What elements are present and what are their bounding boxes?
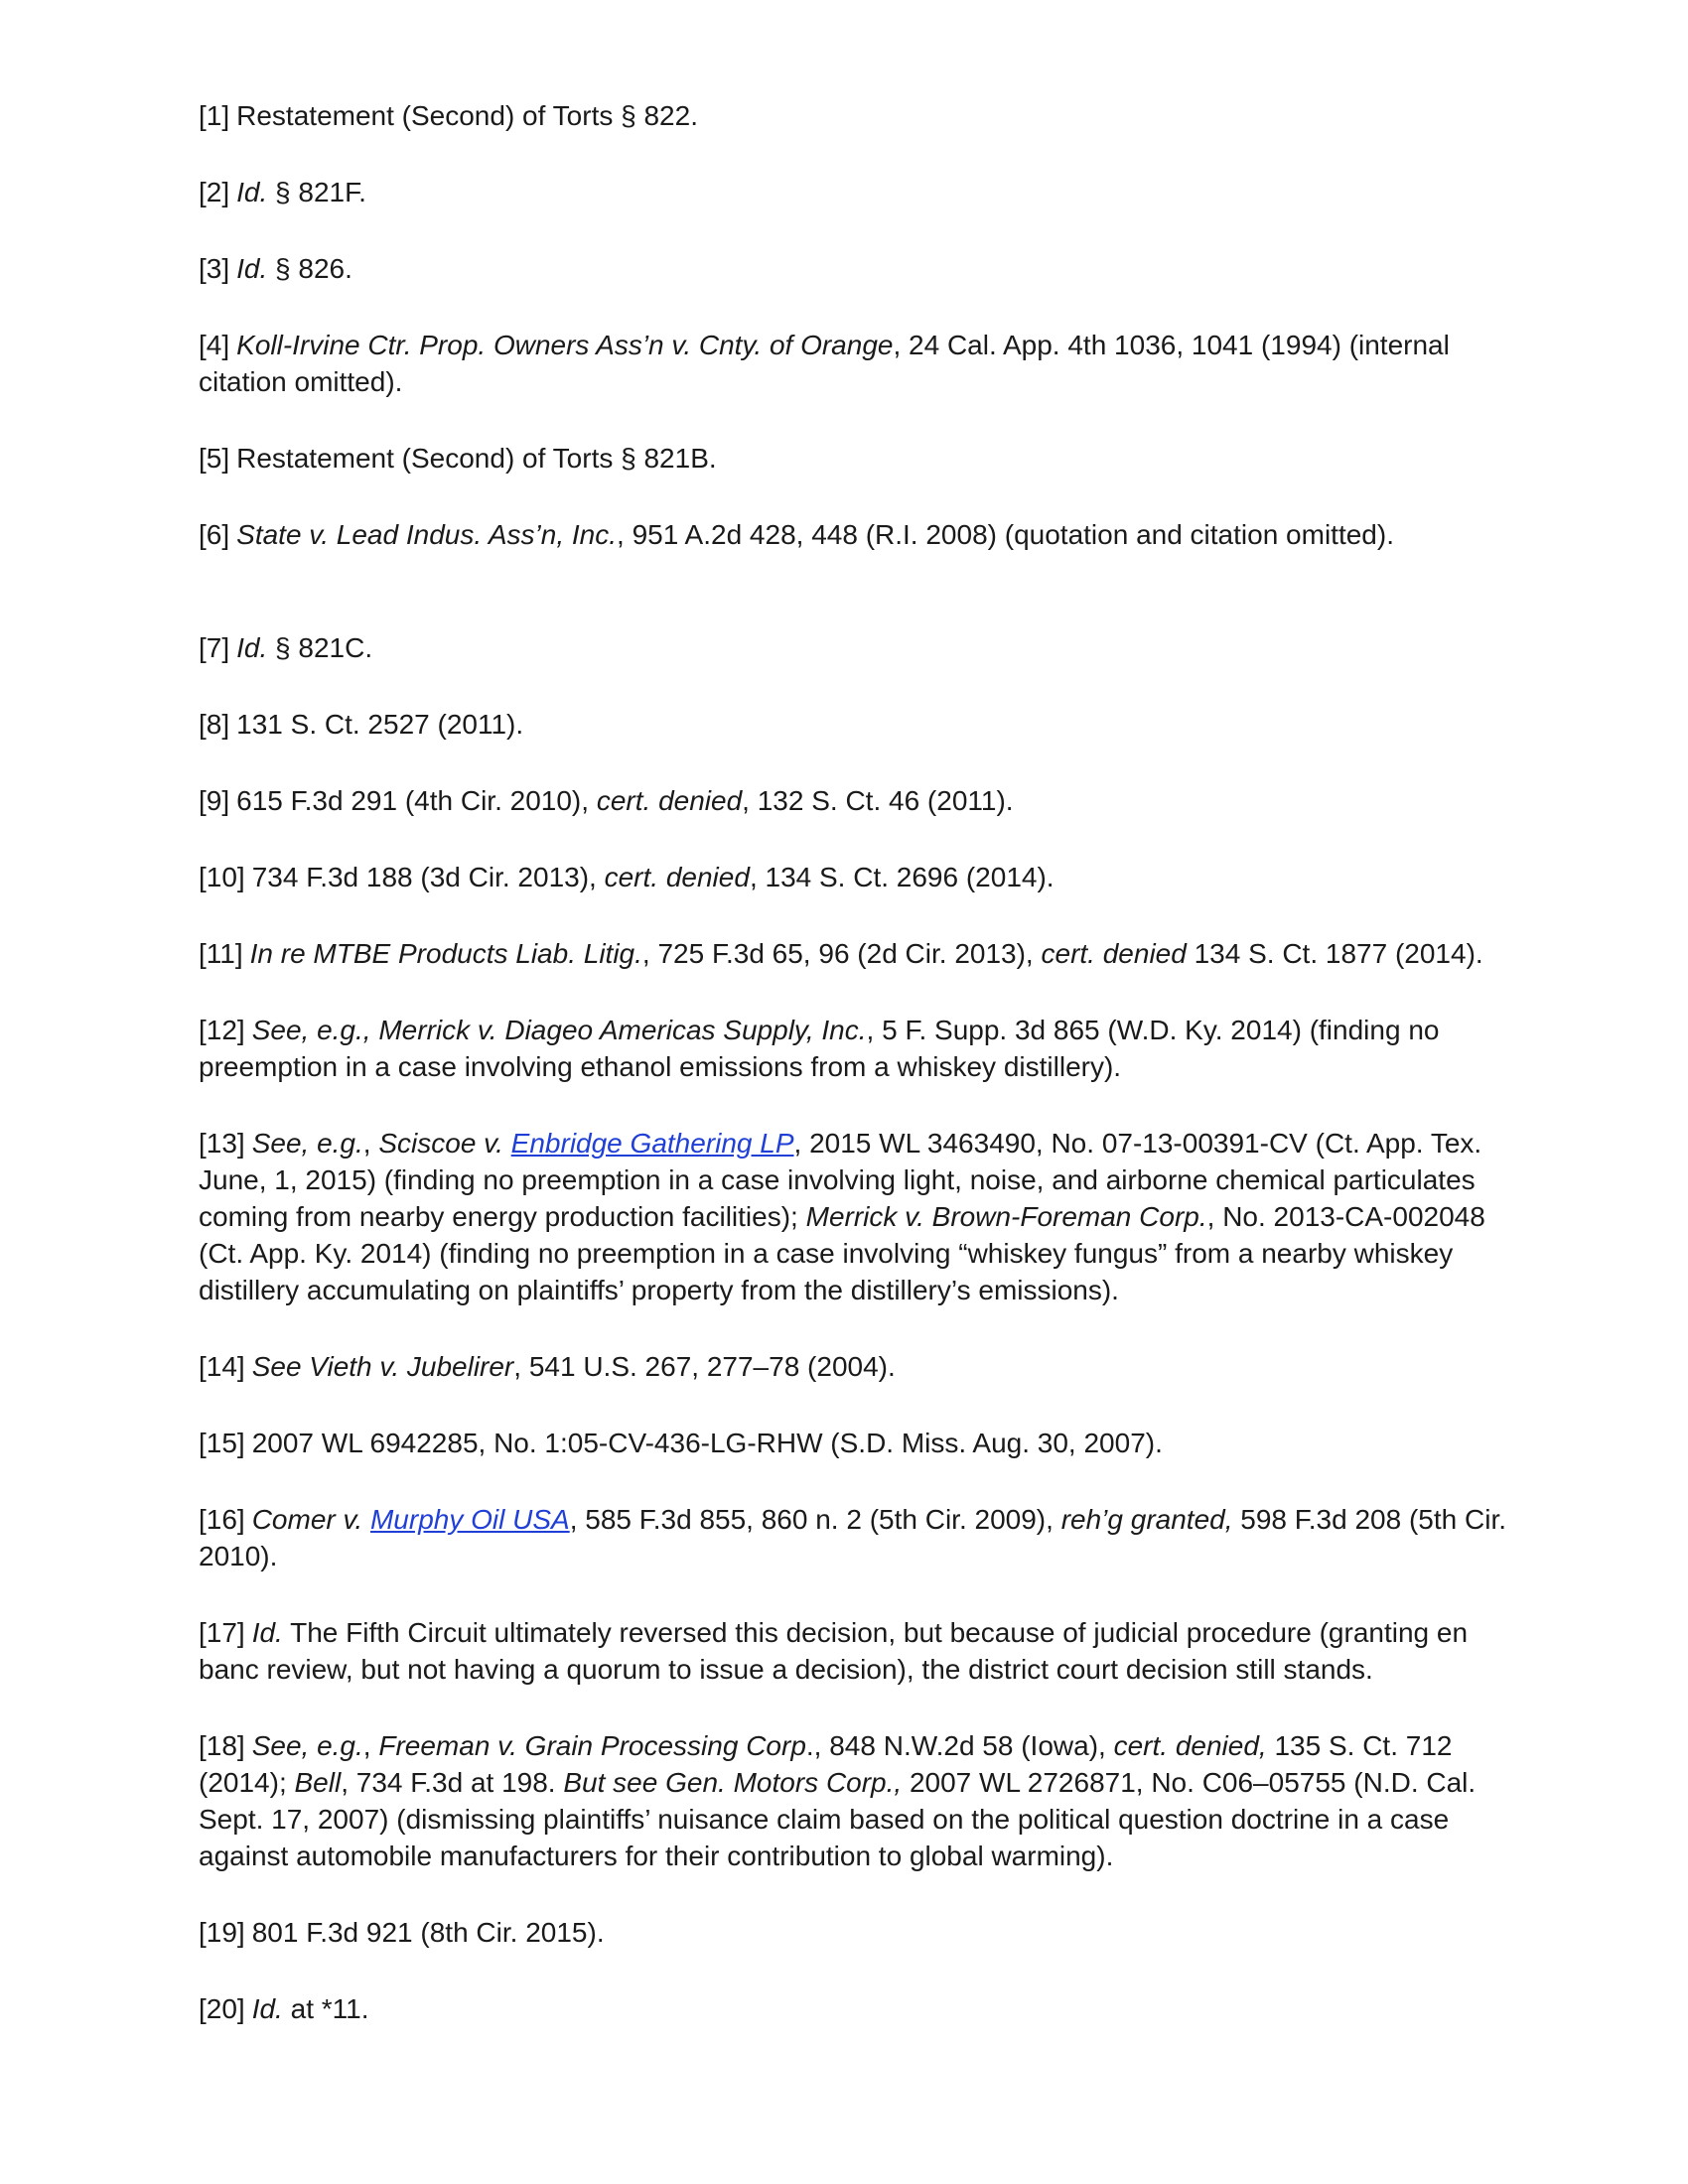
footnote-15 [199,1425,1509,1461]
footnote-list [199,97,1509,2027]
footnote-16 [199,1501,1509,1574]
footnote-text: 2007 WL 2726871, No. C06–05755 (N.D. Cal. Sept. 17, 2007) (dismissing plaintiffs’ nuisance claim based on the political question doctrine in a case against automobile manufacturers for their contribution to global warming). [199,1767,1477,1871]
footnote-number: [13] [199,1128,245,1159]
footnote-4 [199,327,1509,400]
footnote-text: , [362,1730,379,1761]
footnotes-page [199,97,1509,2067]
footnote-text: , 734 F.3d at 198. [341,1767,564,1798]
footnote-7 [199,629,1509,666]
footnote-text: 615 F.3d 291 (4th Cir. 2010), [236,785,597,816]
footnote-citation-italic: Freeman v. Grain Processing Corp [378,1730,806,1761]
footnote-text: , 134 S. Ct. 2696 (2014). [749,862,1055,892]
footnote-number: [3] [199,253,230,284]
footnote-text: , 541 U.S. 267, 277–78 (2004). [513,1351,896,1382]
footnote-citation-italic: cert. denied [596,785,743,816]
footnote-text: 131 S. Ct. 2527 (2011). [236,709,524,740]
footnote-citation-italic: Id. [236,253,268,284]
footnote-citation-italic: See, e.g. [251,1128,363,1159]
footnote-number: [4] [199,330,230,360]
footnote-number: [11] [199,938,243,969]
footnote-14 [199,1348,1509,1385]
footnote-citation-italic: See, e.g., Merrick v. Diageo Americas Supply, Inc. [251,1015,867,1045]
footnote-citation-italic: cert. denied [604,862,750,892]
footnote-text: , 5 F. Supp. 3d 865 (W.D. Ky. 2014) (finding no preemption in a case involving ethanol emissions from a whiskey distillery). [199,1015,1440,1082]
footnote-citation-italic: In re MTBE Products Liab. Litig. [249,938,642,969]
footnote-text: § 821C. [267,632,373,663]
footnote-citation-italic: Id. [236,632,268,663]
footnote-13 [199,1125,1509,1308]
footnote-citation-italic: Bell [294,1767,342,1798]
footnote-text: , [362,1128,379,1159]
footnote-text: Restatement (Second) of Torts § 822. [236,100,698,131]
footnote-citation-italic: cert. denied, [1113,1730,1267,1761]
footnote-6 [199,516,1509,553]
footnote-citation-italic: But see Gen. Motors Corp., [563,1767,903,1798]
footnote-text: , 24 Cal. App. 4th 1036, 1041 (1994) (internal citation omitted). [199,330,1450,397]
footnote-link[interactable]: Enbridge Gathering LP [510,1128,794,1159]
footnote-number: [19] [199,1917,245,1948]
footnote-text: § 821F. [267,177,366,207]
footnote-text: Restatement (Second) of Torts § 821B. [236,443,717,474]
footnote-3 [199,250,1509,287]
footnote-text: , 725 F.3d 65, 96 (2d Cir. 2013), [641,938,1042,969]
footnote-2 [199,174,1509,210]
footnote-number: [14] [199,1351,245,1382]
footnote-citation-italic: Koll-Irvine Ctr. Prop. Owners Ass’n v. Cnty. of Orange [236,330,894,360]
footnote-text: 598 F.3d 208 (5th Cir. 2010). [199,1504,1507,1571]
footnote-text: , 132 S. Ct. 46 (2011). [742,785,1014,816]
footnote-citation-italic: See, e.g. [251,1730,363,1761]
footnote-11 [199,935,1509,972]
footnote-number: [1] [199,100,230,131]
footnote-number: [9] [199,785,230,816]
footnote-text: The Fifth Circuit ultimately reversed this decision, but because of judicial procedure (granting en banc review, but not having a quorum to issue a decision), the district court decision still stands. [199,1617,1469,1685]
footnote-text: 734 F.3d 188 (3d Cir. 2013), [251,862,605,892]
footnote-17 [199,1614,1509,1688]
footnote-text: ., 848 N.W.2d 58 (Iowa), [805,1730,1114,1761]
footnote-text: , 951 A.2d 428, 448 (R.I. 2008) (quotation and citation omitted). [617,519,1394,550]
footnote-number: [7] [199,632,230,663]
footnote-citation-italic: Merrick v. Brown-Foreman Corp. [805,1201,1207,1232]
footnote-text: , 585 F.3d 855, 860 n. 2 (5th Cir. 2009), [569,1504,1061,1535]
footnote-number: [12] [199,1015,245,1045]
footnote-5 [199,440,1509,477]
footnote-citation-italic: Comer v. [251,1504,370,1535]
footnote-text: , No. 2013-CA-002048 (Ct. App. Ky. 2014) (finding no preemption in a case involving “whiskey fungus” from a nearby whiskey distillery accumulating on plaintiffs’ property from the distillery’s emissions). [199,1201,1485,1305]
footnote-text: 801 F.3d 921 (8th Cir. 2015). [251,1917,605,1948]
footnote-text: , 2015 WL 3463490, No. 07-13-00391-CV (Ct. App. Tex. June, 1, 2015) (finding no preemption in a case involving light, noise, and airborne chemical particulates coming from nearby energy production facilities); [199,1128,1482,1232]
footnote-text: 2007 WL 6942285, No. 1:05-CV-436-LG-RHW (S.D. Miss. Aug. 30, 2007). [251,1428,1163,1458]
footnote-text: at *11. [282,1993,369,2024]
footnote-number: [6] [199,519,230,550]
footnote-citation-italic: Id. [251,1993,283,2024]
footnote-citation-italic: Id. [236,177,268,207]
footnote-text: 135 S. Ct. 712 (2014); [199,1730,1453,1798]
footnote-number: [20] [199,1993,245,2024]
footnote-citation-italic: Sciscoe v. [378,1128,511,1159]
footnote-number: [8] [199,709,230,740]
footnote-8 [199,706,1509,743]
footnote-number: [15] [199,1428,245,1458]
footnote-citation-italic: State v. Lead Indus. Ass’n, Inc. [236,519,618,550]
footnote-number: [16] [199,1504,245,1535]
footnote-18 [199,1727,1509,1874]
footnote-link[interactable]: Murphy Oil USA [369,1504,570,1535]
footnote-citation-italic: Id. [251,1617,283,1648]
footnote-number: [18] [199,1730,245,1761]
footnote-9 [199,782,1509,819]
footnote-citation-italic: cert. denied [1041,938,1187,969]
footnote-19 [199,1914,1509,1951]
footnote-citation-italic: reh’g granted, [1060,1504,1233,1535]
footnote-12 [199,1012,1509,1085]
footnote-number: [10] [199,862,245,892]
footnote-1 [199,97,1509,134]
footnote-20 [199,1990,1509,2027]
footnote-text: § 826. [267,253,352,284]
footnote-text: 134 S. Ct. 1877 (2014). [1186,938,1483,969]
footnote-citation-italic: See Vieth v. Jubelirer [251,1351,514,1382]
footnote-number: [5] [199,443,230,474]
footnote-number: [2] [199,177,230,207]
footnote-10 [199,859,1509,895]
footnote-number: [17] [199,1617,245,1648]
